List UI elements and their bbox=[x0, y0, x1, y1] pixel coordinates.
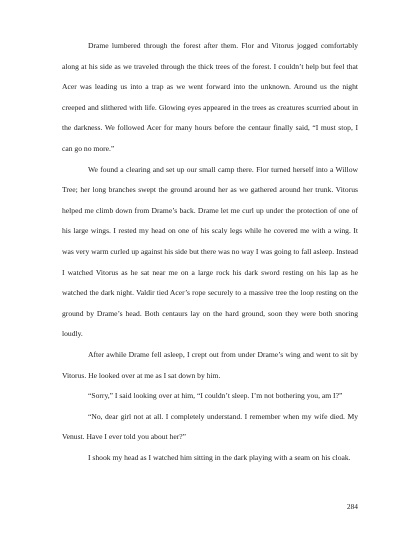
paragraph-1: Drame lumbered through the forest after them. Flor and Vitorus jogged comfortably along at his side as we traveled through the thick trees of the forest. I couldn’t help but feel that Acer was leading us into a trap as we went forward into the unknown. Around us the night creeped and slithered with life. Glowing eyes appeared in the trees as creatures scurried about in the darkness. We followed Acer for many hours before the centaur finally said, “I must stop, I can go no more.” bbox=[62, 41, 358, 153]
paragraph-5: “No, dear girl not at all. I completely understand. I remember when my wife died. My Venust. Have I ever told you about her?” bbox=[62, 411, 358, 442]
paragraph-2: We found a clearing and set up our small camp there. Flor turned herself into a Willow Tree; her long branches swept the ground around her as we gathered around her trunk. Vitorus helped me climb down from Drame’s back. Drame let me curl up under the protection of one of his large wings. I rested my head on one of his scaly legs while he covered me with a wing. It was very warm curled up against his side but there was no way I was going to fall asleep. Instead I watched Vitorus as he sat near me on a large rock his dark sword resting on his lap as he watched the dark night. Valdir tied Acer’s rope securely to a massive tree the loop resting on the ground by Drame’s head. Both centaurs lay on the hard ground, soon they were both snoring loudly. bbox=[62, 164, 358, 339]
paragraph-6: I shook my head as I watched him sitting in the dark playing with a seam on his cloak. bbox=[88, 452, 351, 462]
paragraph-3: After awhile Drame fell asleep, I crept out from under Drame’s wing and went to sit by Vitorus. He looked over at me as I sat down by him. bbox=[62, 349, 358, 380]
body-text bbox=[62, 36, 358, 468]
page-number: 284 bbox=[346, 502, 358, 511]
paragraph-4: “Sorry,” I said looking over at him, “I couldn’t sleep. I’m not bothering you, am I?” bbox=[88, 391, 343, 401]
